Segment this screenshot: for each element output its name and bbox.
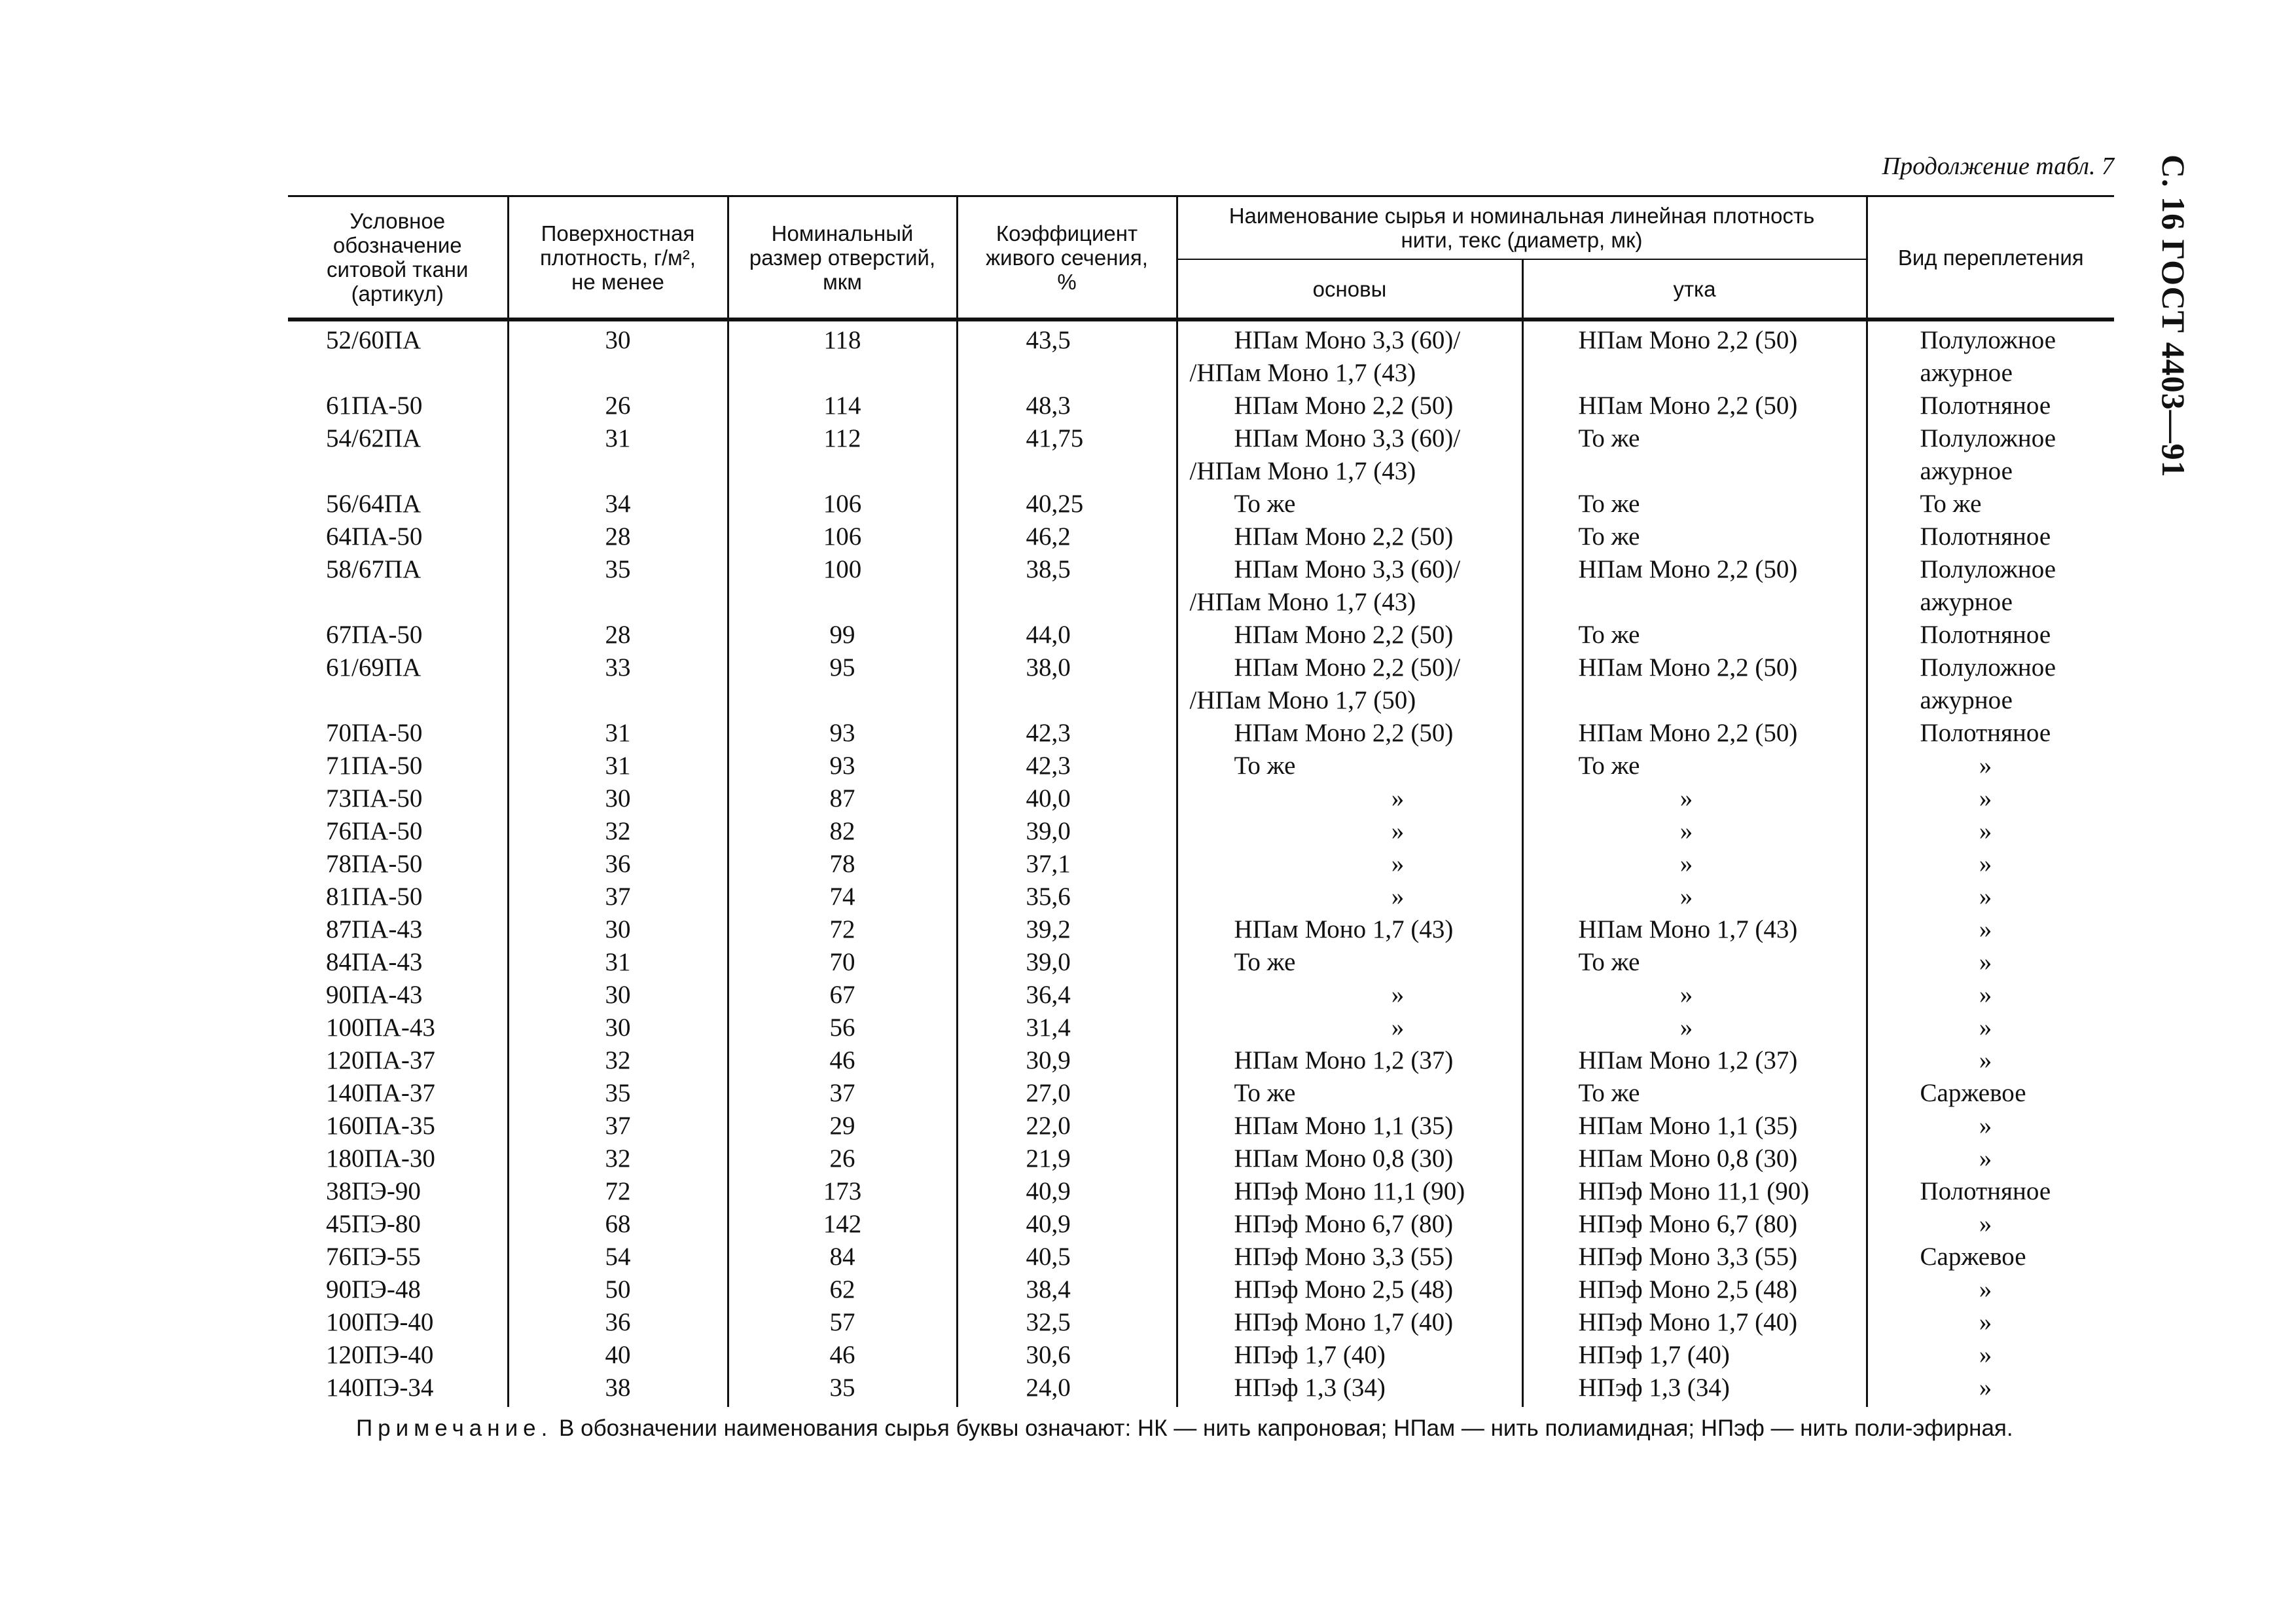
cell-weave: [1867, 881, 2114, 913]
cell-weft: То же: [1522, 488, 1867, 520]
cell-designation: 54/62ПА: [326, 424, 422, 452]
cell-warp: НПэф Моно 11,1 (90): [1177, 1175, 1522, 1208]
cell-weave: Полуложное ажурное: [1867, 319, 2114, 390]
cell-density: 30: [508, 782, 728, 815]
cell-designation: 160ПА-35: [326, 1112, 435, 1140]
table-row: [288, 1372, 2114, 1407]
ditto-mark: »: [1679, 883, 1693, 911]
cell-designation: 73ПА-50: [326, 784, 423, 812]
table-row: [288, 390, 2114, 422]
cell-open-area: 42,3: [957, 750, 1177, 782]
cell-density: 32: [508, 815, 728, 848]
page-label-text: С. 16 ГОСТ 4403—91: [2155, 155, 2192, 478]
cell-designation: 70ПА-50: [326, 719, 423, 747]
table-row: [288, 1142, 2114, 1175]
cell-weave: Полуложное ажурное: [1867, 422, 2114, 488]
ditto-mark: »: [1679, 981, 1693, 1009]
ditto-mark: »: [1979, 915, 1992, 943]
cell-warp: НПэф Моно 3,3 (55): [1177, 1241, 1522, 1273]
table-row: [288, 1273, 2114, 1306]
cell-opening-size: 112: [728, 422, 957, 488]
note-text: В обозначении наименования сырья буквы означают: НК — нить капроновая; НПам — нить полиамидная; НПэф — нить поли-эфирная.: [552, 1415, 2013, 1441]
table-row: [288, 619, 2114, 651]
cell-weave: [1867, 1208, 2114, 1241]
cell-opening-size: 62: [728, 1273, 957, 1306]
cell-density: 36: [508, 1306, 728, 1339]
table-row: [288, 488, 2114, 520]
cell-open-area: 38,5: [957, 553, 1177, 619]
cell-weave: Полотняное: [1867, 619, 2114, 651]
cell-density: 35: [508, 553, 728, 619]
cell-weave: [1867, 750, 2114, 782]
cell-warp: НПам Моно 3,3 (60)/ /НПам Моно 1,7 (43): [1177, 422, 1522, 488]
table-row: [288, 1175, 2114, 1208]
table-row: [288, 717, 2114, 750]
table-row: [288, 1077, 2114, 1110]
cell-weave: [1867, 815, 2114, 848]
table-row: [288, 651, 2114, 717]
cell-weft: НПам Моно 2,2 (50): [1522, 651, 1867, 717]
cell-designation: 45ПЭ-80: [326, 1210, 421, 1238]
note-label: Примечание.: [356, 1415, 553, 1441]
cell-designation: 76ПА-50: [326, 817, 423, 845]
cell-weft: НПэф Моно 1,7 (40): [1522, 1306, 1867, 1339]
cell-density: 31: [508, 946, 728, 979]
cell-designation: 100ПЭ-40: [326, 1308, 434, 1336]
ditto-mark: »: [1679, 850, 1693, 878]
cell-opening-size: 173: [728, 1175, 957, 1208]
cell-opening-size: 26: [728, 1142, 957, 1175]
cell-weft: То же: [1522, 750, 1867, 782]
header-open-area: Коэффициент живого сечения, %: [957, 196, 1177, 320]
cell-opening-size: 56: [728, 1012, 957, 1044]
table-row: [288, 815, 2114, 848]
header-opening-size: Номинальный размер отверстий, мкм: [728, 196, 957, 320]
cell-weft: НПам Моно 2,2 (50): [1522, 717, 1867, 750]
header-raw-material: Наименование сырья и номинальная линейная плотность нити, текс (диаметр, мк): [1177, 196, 1867, 260]
ditto-mark: »: [1979, 981, 1992, 1009]
cell-weave: [1867, 1044, 2114, 1077]
cell-opening-size: 118: [728, 319, 957, 390]
header-surface-density: Поверхностная плотность, г/м², не менее: [508, 196, 728, 320]
table-row: [288, 946, 2114, 979]
cell-warp: НПам Моно 2,2 (50): [1177, 390, 1522, 422]
table-row: [288, 1339, 2114, 1372]
cell-warp: НПам Моно 0,8 (30): [1177, 1142, 1522, 1175]
cell-density: 30: [508, 913, 728, 946]
cell-designation: 100ПА-43: [326, 1013, 435, 1042]
cell-opening-size: 46: [728, 1339, 957, 1372]
cell-designation: 180ПА-30: [326, 1144, 435, 1173]
cell-warp: НПам Моно 2,2 (50): [1177, 717, 1522, 750]
table-row: [288, 553, 2114, 619]
cell-opening-size: 114: [728, 390, 957, 422]
cell-density: 26: [508, 390, 728, 422]
cell-weft: НПам Моно 1,1 (35): [1522, 1110, 1867, 1142]
cell-warp: НПэф 1,3 (34): [1177, 1372, 1522, 1407]
table-row: [288, 979, 2114, 1012]
cell-designation: 84ПА-43: [326, 948, 423, 976]
cell-weft: То же: [1522, 946, 1867, 979]
cell-weave: [1867, 1142, 2114, 1175]
cell-opening-size: 70: [728, 946, 957, 979]
cell-opening-size: 72: [728, 913, 957, 946]
cell-open-area: 46,2: [957, 520, 1177, 553]
cell-open-area: 44,0: [957, 619, 1177, 651]
cell-open-area: 39,2: [957, 913, 1177, 946]
cell-weft: НПэф 1,3 (34): [1522, 1372, 1867, 1407]
cell-warp: То же: [1177, 750, 1522, 782]
ditto-mark: »: [1979, 948, 1992, 976]
cell-weave: Полотняное: [1867, 1175, 2114, 1208]
table-row: [288, 422, 2114, 488]
cell-weave: То же: [1867, 488, 2114, 520]
ditto-mark: »: [1391, 817, 1405, 845]
ditto-mark: »: [1679, 817, 1693, 845]
cell-warp: То же: [1177, 1077, 1522, 1110]
cell-density: 34: [508, 488, 728, 520]
ditto-mark: »: [1979, 1275, 1992, 1304]
ditto-mark: »: [1979, 1144, 1992, 1173]
cell-weft: НПэф Моно 3,3 (55): [1522, 1241, 1867, 1273]
cell-weave: Полотняное: [1867, 390, 2114, 422]
cell-open-area: 36,4: [957, 979, 1177, 1012]
cell-weft: [1522, 979, 1867, 1012]
cell-designation: 120ПА-37: [326, 1046, 435, 1074]
cell-open-area: 21,9: [957, 1142, 1177, 1175]
cell-open-area: 43,5: [957, 319, 1177, 390]
cell-warp: То же: [1177, 488, 1522, 520]
ditto-mark: »: [1979, 817, 1992, 845]
cell-open-area: 30,6: [957, 1339, 1177, 1372]
cell-weave: Саржевое: [1867, 1077, 2114, 1110]
cell-open-area: 38,4: [957, 1273, 1177, 1306]
cell-open-area: 31,4: [957, 1012, 1177, 1044]
cell-density: 72: [508, 1175, 728, 1208]
cell-weave: Полотняное: [1867, 717, 2114, 750]
ditto-mark: »: [1391, 981, 1405, 1009]
cell-density: 30: [508, 319, 728, 390]
cell-warp: НПэф Моно 1,7 (40): [1177, 1306, 1522, 1339]
header-weave-type: Вид переплетения: [1867, 196, 2114, 320]
table-row: [288, 1044, 2114, 1077]
ditto-mark: »: [1391, 850, 1405, 878]
cell-weave: Полотняное: [1867, 520, 2114, 553]
cell-opening-size: 87: [728, 782, 957, 815]
cell-weft: [1522, 881, 1867, 913]
cell-weft: То же: [1522, 619, 1867, 651]
cell-designation: 38ПЭ-90: [326, 1177, 421, 1205]
cell-opening-size: 84: [728, 1241, 957, 1273]
ditto-mark: »: [1979, 752, 1992, 780]
ditto-mark: »: [1391, 784, 1405, 812]
cell-weft: То же: [1522, 1077, 1867, 1110]
cell-opening-size: 29: [728, 1110, 957, 1142]
fabric-table: [288, 195, 2114, 1407]
ditto-mark: »: [1979, 850, 1992, 878]
cell-density: 32: [508, 1044, 728, 1077]
cell-density: 33: [508, 651, 728, 717]
cell-warp: [1177, 848, 1522, 881]
cell-weft: НПам Моно 2,2 (50): [1522, 390, 1867, 422]
cell-density: 30: [508, 979, 728, 1012]
cell-weft: [1522, 848, 1867, 881]
cell-opening-size: 95: [728, 651, 957, 717]
cell-weave: [1867, 1012, 2114, 1044]
cell-opening-size: 142: [728, 1208, 957, 1241]
cell-density: 30: [508, 1012, 728, 1044]
cell-weft: НПам Моно 1,7 (43): [1522, 913, 1867, 946]
cell-weave: [1867, 913, 2114, 946]
cell-warp: НПам Моно 1,2 (37): [1177, 1044, 1522, 1077]
cell-weave: [1867, 1273, 2114, 1306]
cell-weft: НПам Моно 2,2 (50): [1522, 319, 1867, 390]
cell-opening-size: 82: [728, 815, 957, 848]
cell-open-area: 30,9: [957, 1044, 1177, 1077]
cell-open-area: 42,3: [957, 717, 1177, 750]
cell-density: 37: [508, 881, 728, 913]
ditto-mark: »: [1679, 1013, 1693, 1042]
cell-density: 28: [508, 619, 728, 651]
cell-weave: [1867, 946, 2114, 979]
cell-warp: [1177, 782, 1522, 815]
cell-density: 28: [508, 520, 728, 553]
cell-warp: То же: [1177, 946, 1522, 979]
cell-designation: 67ПА-50: [326, 621, 423, 649]
table-note: [288, 1413, 2114, 1444]
cell-weft: То же: [1522, 520, 1867, 553]
cell-weft: НПэф Моно 2,5 (48): [1522, 1273, 1867, 1306]
table-row: [288, 1110, 2114, 1142]
cell-weft: [1522, 782, 1867, 815]
ditto-mark: »: [1391, 883, 1405, 911]
ditto-mark: »: [1979, 883, 1992, 911]
cell-weft: НПэф 1,7 (40): [1522, 1339, 1867, 1372]
cell-designation: 58/67ПА: [326, 555, 422, 583]
cell-density: 38: [508, 1372, 728, 1407]
cell-opening-size: 67: [728, 979, 957, 1012]
cell-density: 35: [508, 1077, 728, 1110]
cell-density: 32: [508, 1142, 728, 1175]
header-designation: Условное обозначение ситовой ткани (артикул): [288, 196, 508, 320]
cell-designation: 76ПЭ-55: [326, 1243, 421, 1271]
cell-weave: Полуложное ажурное: [1867, 651, 2114, 717]
cell-weave: Саржевое: [1867, 1241, 2114, 1273]
table-row: [288, 848, 2114, 881]
table-row: [288, 520, 2114, 553]
cell-opening-size: 99: [728, 619, 957, 651]
cell-opening-size: 46: [728, 1044, 957, 1077]
cell-open-area: 37,1: [957, 848, 1177, 881]
cell-density: 68: [508, 1208, 728, 1241]
table-row: [288, 750, 2114, 782]
cell-warp: НПам Моно 3,3 (60)/ /НПам Моно 1,7 (43): [1177, 319, 1522, 390]
cell-open-area: 48,3: [957, 390, 1177, 422]
cell-open-area: 40,0: [957, 782, 1177, 815]
cell-density: 31: [508, 422, 728, 488]
cell-designation: 90ПЭ-48: [326, 1275, 421, 1304]
header-warp: основы: [1177, 259, 1522, 319]
cell-warp: [1177, 979, 1522, 1012]
page-number-label: [2151, 155, 2197, 521]
cell-open-area: 22,0: [957, 1110, 1177, 1142]
cell-weft: [1522, 1012, 1867, 1044]
table-row: [288, 782, 2114, 815]
ditto-mark: »: [1979, 1308, 1992, 1336]
cell-warp: НПэф 1,7 (40): [1177, 1339, 1522, 1372]
cell-open-area: 40,9: [957, 1175, 1177, 1208]
cell-density: 31: [508, 750, 728, 782]
cell-designation: 64ПА-50: [326, 522, 423, 551]
cell-designation: 81ПА-50: [326, 883, 423, 911]
cell-open-area: 38,0: [957, 651, 1177, 717]
cell-opening-size: 74: [728, 881, 957, 913]
cell-warp: НПам Моно 2,2 (50): [1177, 619, 1522, 651]
cell-weft: НПам Моно 0,8 (30): [1522, 1142, 1867, 1175]
cell-designation: 140ПЭ-34: [326, 1374, 434, 1402]
cell-warp: НПэф Моно 6,7 (80): [1177, 1208, 1522, 1241]
cell-designation: 71ПА-50: [326, 752, 423, 780]
cell-weave: [1867, 1110, 2114, 1142]
cell-opening-size: 93: [728, 750, 957, 782]
cell-weft: [1522, 815, 1867, 848]
ditto-mark: »: [1679, 784, 1693, 812]
cell-designation: 120ПЭ-40: [326, 1341, 434, 1369]
cell-designation: 52/60ПА: [326, 326, 422, 354]
cell-opening-size: 106: [728, 488, 957, 520]
cell-density: 40: [508, 1339, 728, 1372]
cell-density: 31: [508, 717, 728, 750]
cell-warp: НПам Моно 3,3 (60)/ /НПам Моно 1,7 (43): [1177, 553, 1522, 619]
cell-warp: [1177, 815, 1522, 848]
table-header: [288, 196, 2114, 320]
cell-open-area: 32,5: [957, 1306, 1177, 1339]
cell-weave: Полуложное ажурное: [1867, 553, 2114, 619]
cell-opening-size: 37: [728, 1077, 957, 1110]
cell-warp: НПам Моно 2,2 (50)/ /НПам Моно 1,7 (50): [1177, 651, 1522, 717]
cell-weave: [1867, 1339, 2114, 1372]
cell-designation: 90ПА-43: [326, 981, 423, 1009]
table-continuation-caption: Продолжение табл. 7: [1882, 153, 2114, 180]
table-row: [288, 1012, 2114, 1044]
cell-designation: 140ПА-37: [326, 1079, 435, 1107]
table-row: [288, 881, 2114, 913]
cell-weave: [1867, 782, 2114, 815]
cell-opening-size: 106: [728, 520, 957, 553]
header-weft: утка: [1522, 259, 1867, 319]
cell-weft: НПэф Моно 11,1 (90): [1522, 1175, 1867, 1208]
cell-open-area: 39,0: [957, 815, 1177, 848]
cell-weft: НПам Моно 2,2 (50): [1522, 553, 1867, 619]
cell-open-area: 35,6: [957, 881, 1177, 913]
cell-density: 37: [508, 1110, 728, 1142]
cell-weave: [1867, 979, 2114, 1012]
ditto-mark: »: [1979, 1013, 1992, 1042]
ditto-mark: »: [1979, 1210, 1992, 1238]
cell-designation: 61/69ПА: [326, 653, 422, 682]
table-row: [288, 319, 2114, 390]
table-row: [288, 1306, 2114, 1339]
cell-weave: [1867, 1306, 2114, 1339]
cell-designation: 61ПА-50: [326, 392, 423, 420]
cell-designation: 56/64ПА: [326, 490, 422, 518]
cell-open-area: 40,5: [957, 1241, 1177, 1273]
cell-designation: 78ПА-50: [326, 850, 423, 878]
cell-opening-size: 93: [728, 717, 957, 750]
cell-warp: НПам Моно 1,1 (35): [1177, 1110, 1522, 1142]
cell-open-area: 41,75: [957, 422, 1177, 488]
cell-open-area: 24,0: [957, 1372, 1177, 1407]
cell-weave: [1867, 1372, 2114, 1407]
cell-opening-size: 78: [728, 848, 957, 881]
cell-weft: НПам Моно 1,2 (37): [1522, 1044, 1867, 1077]
cell-warp: НПэф Моно 2,5 (48): [1177, 1273, 1522, 1306]
cell-opening-size: 100: [728, 553, 957, 619]
ditto-mark: »: [1979, 1112, 1992, 1140]
cell-weft: НПэф Моно 6,7 (80): [1522, 1208, 1867, 1241]
cell-density: 36: [508, 848, 728, 881]
ditto-mark: »: [1979, 784, 1992, 812]
cell-open-area: 39,0: [957, 946, 1177, 979]
table-row: [288, 913, 2114, 946]
cell-density: 54: [508, 1241, 728, 1273]
cell-weft: То же: [1522, 422, 1867, 488]
cell-designation: 87ПА-43: [326, 915, 423, 943]
table-body: [288, 319, 2114, 1407]
cell-weave: [1867, 848, 2114, 881]
cell-warp: [1177, 1012, 1522, 1044]
ditto-mark: »: [1979, 1341, 1992, 1369]
cell-open-area: 40,25: [957, 488, 1177, 520]
table-row: [288, 1241, 2114, 1273]
cell-warp: НПам Моно 2,2 (50): [1177, 520, 1522, 553]
cell-open-area: 27,0: [957, 1077, 1177, 1110]
ditto-mark: »: [1979, 1046, 1992, 1074]
cell-open-area: 40,9: [957, 1208, 1177, 1241]
cell-warp: НПам Моно 1,7 (43): [1177, 913, 1522, 946]
table-row: [288, 1208, 2114, 1241]
cell-opening-size: 57: [728, 1306, 957, 1339]
ditto-mark: »: [1979, 1374, 1992, 1402]
cell-warp: [1177, 881, 1522, 913]
ditto-mark: »: [1391, 1013, 1405, 1042]
cell-density: 50: [508, 1273, 728, 1306]
cell-opening-size: 35: [728, 1372, 957, 1407]
